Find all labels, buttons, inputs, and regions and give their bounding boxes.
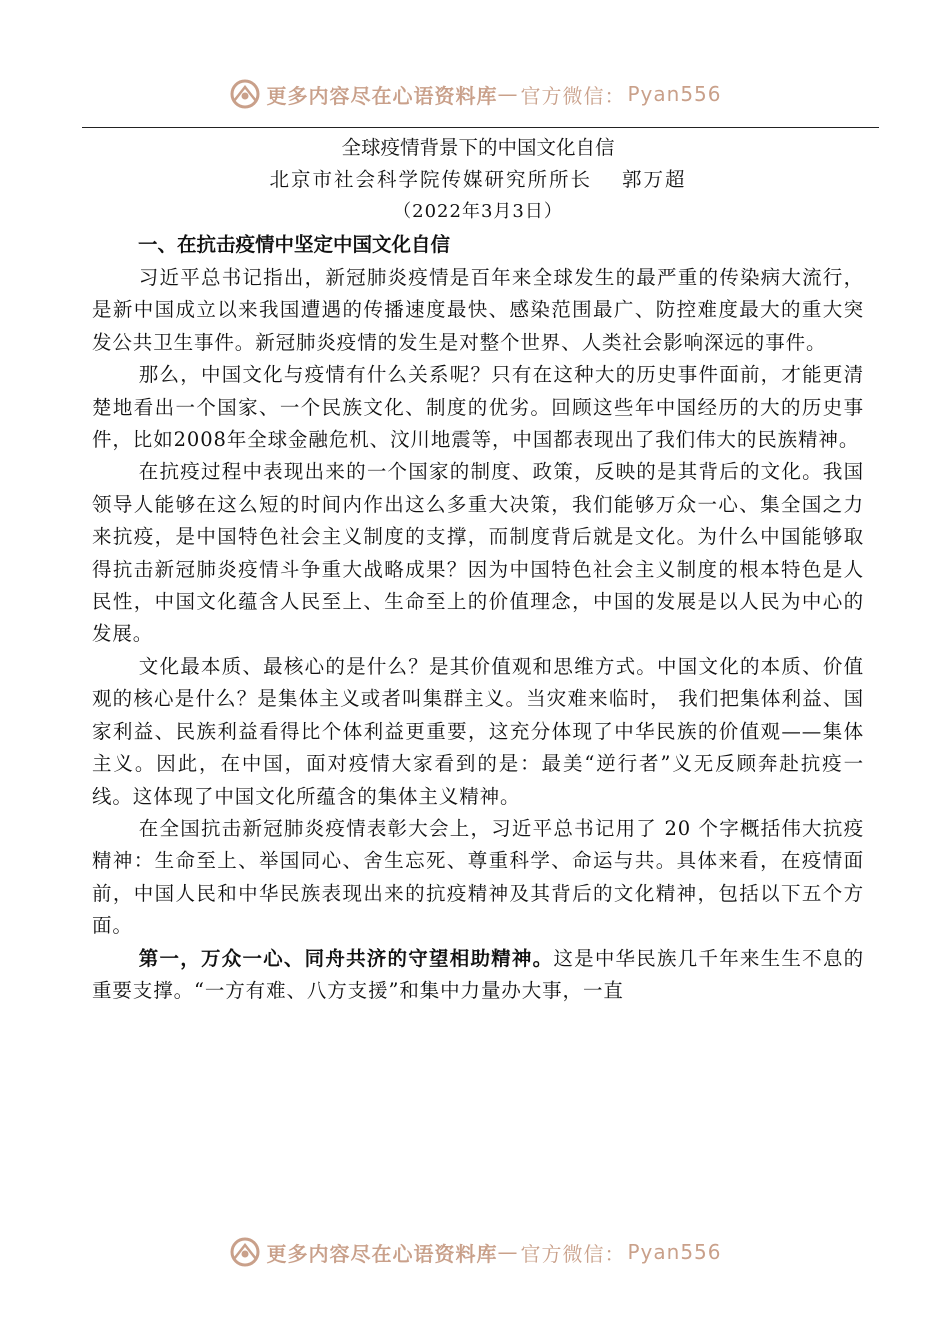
watermark-wechat-label: 官方微信： (520, 1241, 626, 1266)
document-title: 全球疫情背景下的中国文化自信 (341, 136, 615, 159)
document-author (92, 164, 864, 196)
paragraph-bold-lead: 第一，万众一心、同舟共济的守望相助精神。 (138, 946, 554, 970)
brand-logo-icon (228, 1235, 262, 1269)
paragraph: 那么，中国文化与疫情有什么关系呢？只有在这种大的历史事件面前，才能更清楚地看出一个国家、一个民族文化、制度的优劣。回顾这些年中国经历的大的历史事件，比如2008年全球金融危机、汶川地震等，中国都表现出了我们伟大的民族精神。 (92, 363, 864, 452)
paragraph: 习近平总书记指出，新冠肺炎疫情是百年来全球发生的最严重的传染病大流行，是新中国成立以来我国遭遇的传播速度最快、感染范围最广、防控难度最大的重大突发公共卫生事件。新冠肺炎疫情的发生是对整个世界、人类社会影响深远的事件。 (92, 266, 864, 354)
paragraph-last (92, 943, 864, 1008)
brand-logo-icon (228, 77, 262, 111)
document-date: （2022年3月3日） (393, 201, 563, 222)
paragraph: 在全国抗击新冠肺炎疫情表彰大会上，习近平总书记用了 20 个字概括伟大抗疫精神：生命至上、举国同心、舍生忘死、尊重科学、命运与共。具体来看，在疫情面前，中国人民和中华民族表现出来的抗疫精神及其背后的文化精神，包括以下五个方面。 (92, 816, 864, 938)
watermark-separator: — (497, 1240, 519, 1264)
watermark-handle: Pyan556 (627, 82, 722, 106)
author-role: 北京市社会科学院传媒研究所所长 (269, 168, 592, 191)
watermark-handle: Pyan556 (627, 1240, 722, 1264)
watermark-brand: 更多内容尽在心语资料库 (266, 1241, 498, 1266)
paragraph-text: 这是中华民族几千年来生生不息的重要支撑。“一方有难、八方支援”和集中力量办大事，一直 (92, 946, 864, 1002)
watermark-separator: — (497, 82, 519, 106)
watermark-wechat-label: 官方微信： (520, 83, 626, 108)
watermark-brand: 更多内容尽在心语资料库 (266, 83, 498, 108)
paragraph: 在抗疫过程中表现出来的一个国家的制度、政策，反映的是其背后的文化。我国领导人能够在这么短的时间内作出这么多重大决策，我们能够万众一心、集全国之力来抗疫，是中国特色社会主义制度的支撑，而制度背后就是文化。为什么中国能够取得抗击新冠肺炎疫情斗争重大战略成果？因为中国特色社会主义制度的根本特色是人民性，中国文化蕴含人民至上、生命至上的价值理念，中国的发展是以人民为中心的发展。 (92, 460, 864, 646)
header-rule (82, 127, 879, 128)
section-heading: 一、在抗击疫情中坚定中国文化自信 (138, 233, 451, 256)
document-body (92, 132, 864, 1007)
watermark-banner-top (0, 74, 950, 114)
author-name: 郭万超 (622, 168, 687, 191)
paragraph: 文化最本质、最核心的是什么？是其价值观和思维方式。中国文化的本质、价值观的核心是什么？是集体主义或者叫集群主义。当灾难来临时， 我们把集体利益、国家利益、民族利益看得比个体利益更重要，这充分体现了中华民族的价值观——集体主义。因此，在中国，面对疫情大家看到的是：最美“逆行者”义无反顾奔赴抗疫一线。这体现了中国文化所蕴含的集体主义精神。 (92, 654, 864, 808)
watermark-banner-bottom (0, 1232, 950, 1272)
